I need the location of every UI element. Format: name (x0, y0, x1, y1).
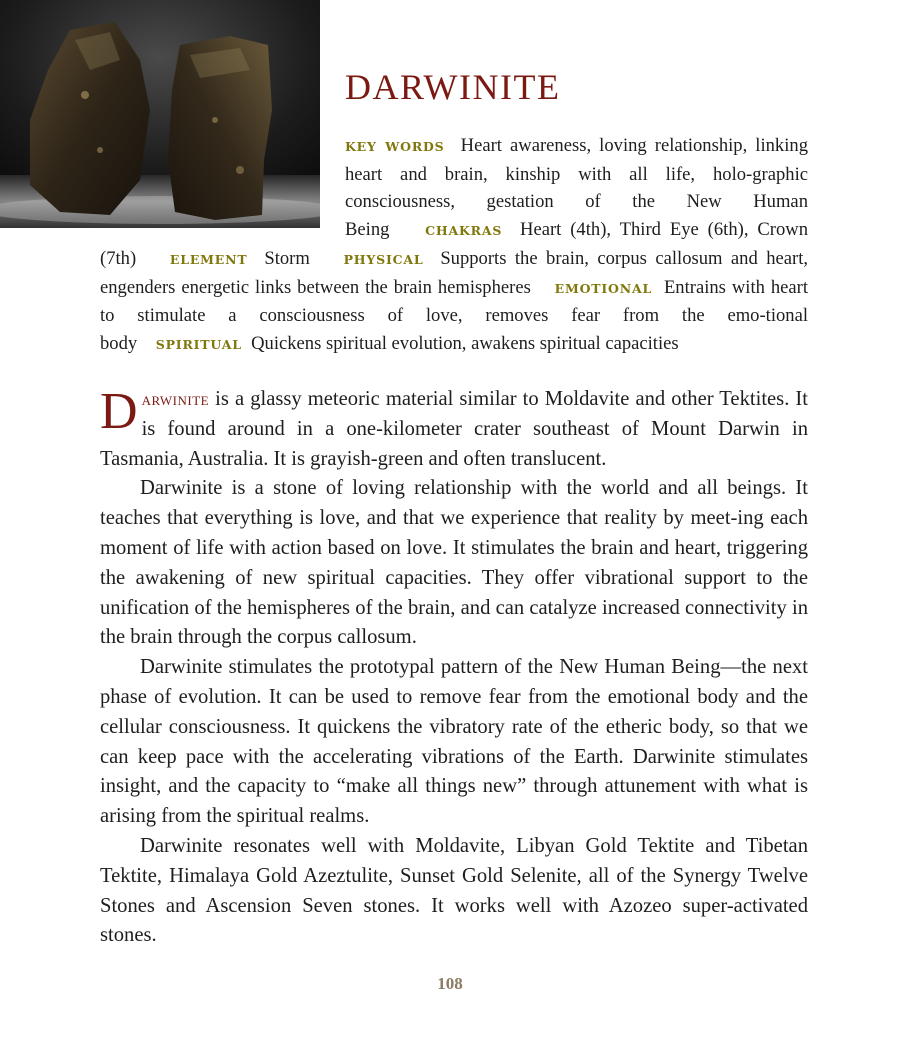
article-body (100, 385, 808, 951)
drop-cap: D (100, 383, 138, 440)
small-caps-lead: arwinite (141, 389, 210, 409)
physical-text: Supports the brain, corpus callosum and heart, engenders energetic links between the brain hemispheres (100, 247, 809, 298)
page-number: 108 (437, 974, 463, 993)
chakras-text: Heart (4th), Third Eye (6th), Crown (7th) (100, 219, 809, 269)
summary-block (100, 132, 808, 359)
emotional-text: Entrains with heart to stimulate a consciousness of love, removes fear from the emo-tional body (100, 276, 809, 354)
chakras-label: CHAKRAS (425, 223, 503, 239)
key-words-label: KEY WORDS (345, 139, 445, 154)
element-label: ELEMENT (169, 251, 248, 267)
key-words-text: Heart awareness, loving relationship, linking heart and brain, kinship with all life, holo-graphic consciousness, gestation of the New Human Being (345, 135, 808, 241)
page-title: DARWINITE (345, 67, 561, 107)
paragraph-3: Darwinite stimulates the prototypal pattern of the New Human Being—the next phase of evolution. It can be used to remove fear from the emotional body and the cellular consciousness. It quickens the vibratory rate of the etheric body, so that we can keep pace with the accelerating vibrations of the Earth. Darwinite stimulates insight, and the capacity to “make all things new” through attunement with what is arising from the spiritual realms. (100, 656, 808, 828)
spiritual-label: SPIRITUAL (155, 336, 242, 352)
paragraph-4: Darwinite resonates well with Moldavite, Libyan Gold Tektite and Tibetan Tektite, Himalaya Gold Azeztulite, Sunset Gold Selenite, all of the Synergy Twelve Stones and Ascension Seven stones. It works well with Azozeo super-activated stones. (100, 834, 808, 947)
physical-label: PHYSICAL (343, 251, 424, 267)
emotional-label: EMOTIONAL (554, 280, 653, 296)
paragraph-1-text: is a glassy meteoric material similar to Moldavite and other Tektites. It is found around in a one-kilometer crater southeast of Mount Darwin in Tasmania, Australia. It is grayish-green and often translucent. (100, 388, 808, 470)
spiritual-text: Quickens spiritual evolution, awakens spiritual capacities (251, 332, 679, 354)
paragraph-2: Darwinite is a stone of loving relationship with the world and all beings. It teaches that everything is love, and that we experience that reality by meet-ing each moment of life with action based on love. It stimulates the brain and heart, triggering the awakening of new spiritual capacities. They offer vibrational support to the unification of the hemispheres of the brain, and can catalyze increased connectivity in the brain through the corpus callosum. (100, 477, 808, 649)
element-text: Storm (264, 247, 310, 269)
paragraph-1 (100, 385, 808, 474)
